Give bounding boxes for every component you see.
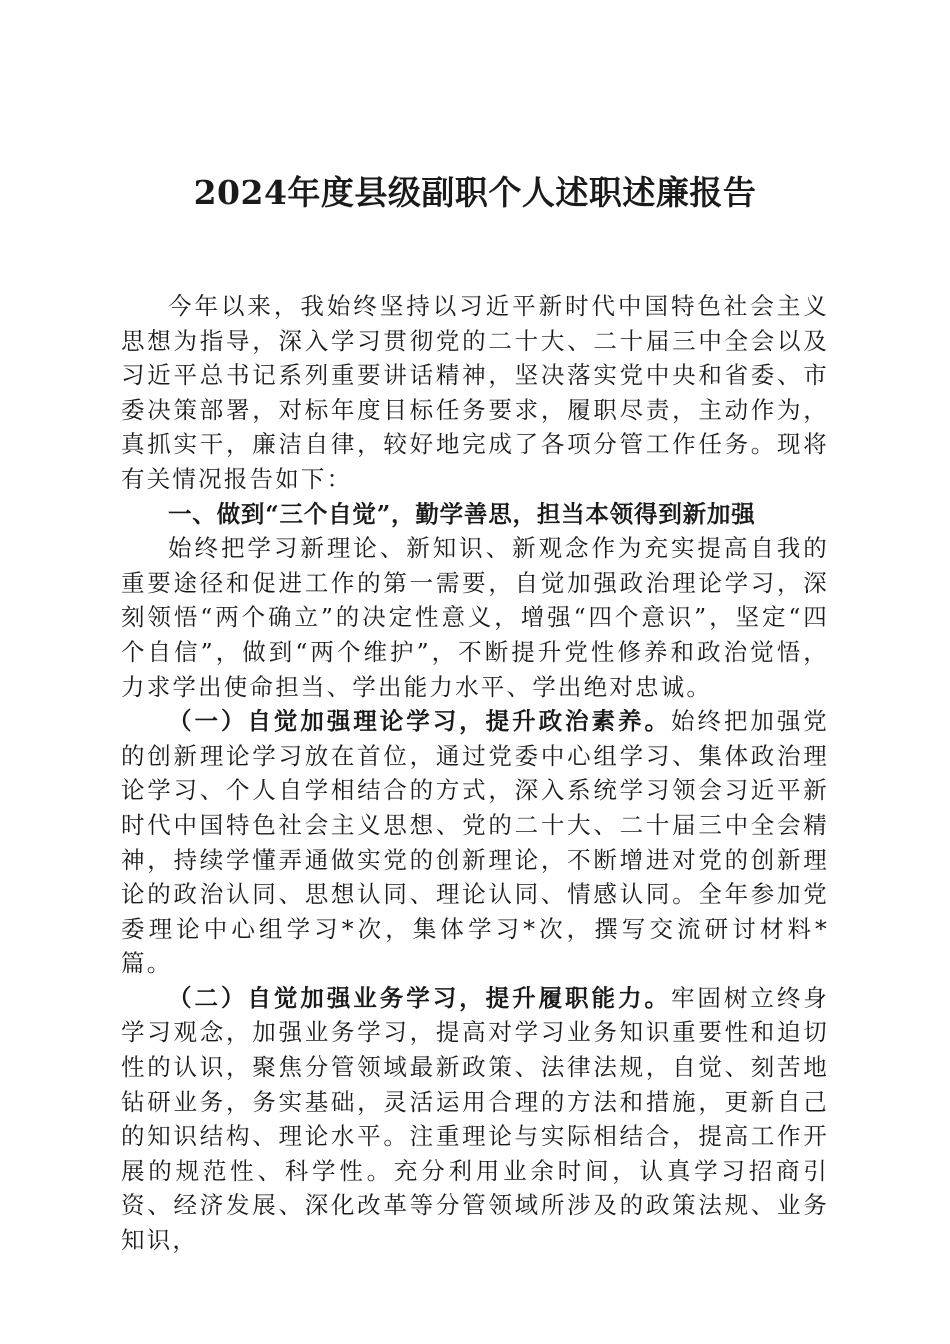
subsection-heading-1: （一）自觉加强理论学习，提升政治素养。 xyxy=(168,707,671,736)
subsection-text-1: 始终把加强党的创新理论学习放在首位，通过党委中心组学习、集体政治理论学习、个人自学相结合的方式，深入系统学习领会习近平新时代中国特色社会主义思想、党的二十大、二十届三中全会精神，持续学懂弄通做实党的创新理论，不断增进对党的创新理论的政治认同、思想认同、理论认同、情感认同。全年参加党委理论中心组学习*次，集体学习*次，撰写交流研讨材料*篇。 xyxy=(121,707,829,978)
document-body xyxy=(121,289,829,1258)
subsection-text-2: 牢固树立终身学习观念，加强业务学习，提高对学习业务知识重要性和迫切性的认识，聚焦分管领域最新政策、法律法规，自觉、刻苦地钻研业务，务实基础，灵活运用合理的方法和措施，更新自己的知识结构、理论水平。注重理论与实际相结合，提高工作开展的规范性、科学性。充分利用业余时间，认真学习招商引资、经济发展、深化改革等分管领域所涉及的政策法规、业务知识， xyxy=(121,983,829,1255)
document-title: 2024年度县级副职个人述职述廉报告 xyxy=(193,173,757,212)
section-paragraph: 始终把学习新理论、新知识、新观念作为充实提高自我的重要途径和促进工作的第一需要，自觉加强政治理论学习，深刻领悟“两个确立”的决定性意义，增强“四个意识”，坚定“四个自信”，做到“两个维护”，不断提升党性修养和政治觉悟，力求学出使命担当、学出能力水平、学出绝对忠诚。 xyxy=(121,534,829,701)
section-heading: 一、做到“三个自觉”，勤学善思，担当本领得到新加强 xyxy=(168,499,756,528)
subsection-heading-2: （二）自觉加强业务学习，提升履职能力。 xyxy=(168,983,671,1012)
subsection-paragraph-1 xyxy=(121,704,829,981)
intro-paragraph: 今年以来，我始终坚持以习近平新时代中国特色社会主义思想为指导，深入学习贯彻党的二十大、二十届三中全会以及习近平总书记系列重要讲话精神，坚决落实党中央和省委、市委决策部署，对标年度目标任务要求，履职尽责，主动作为，真抓实干，廉洁自律，较好地完成了各项分管工作任务。现将有关情况报告如下： xyxy=(121,292,829,493)
subsection-paragraph-2 xyxy=(121,981,829,1258)
